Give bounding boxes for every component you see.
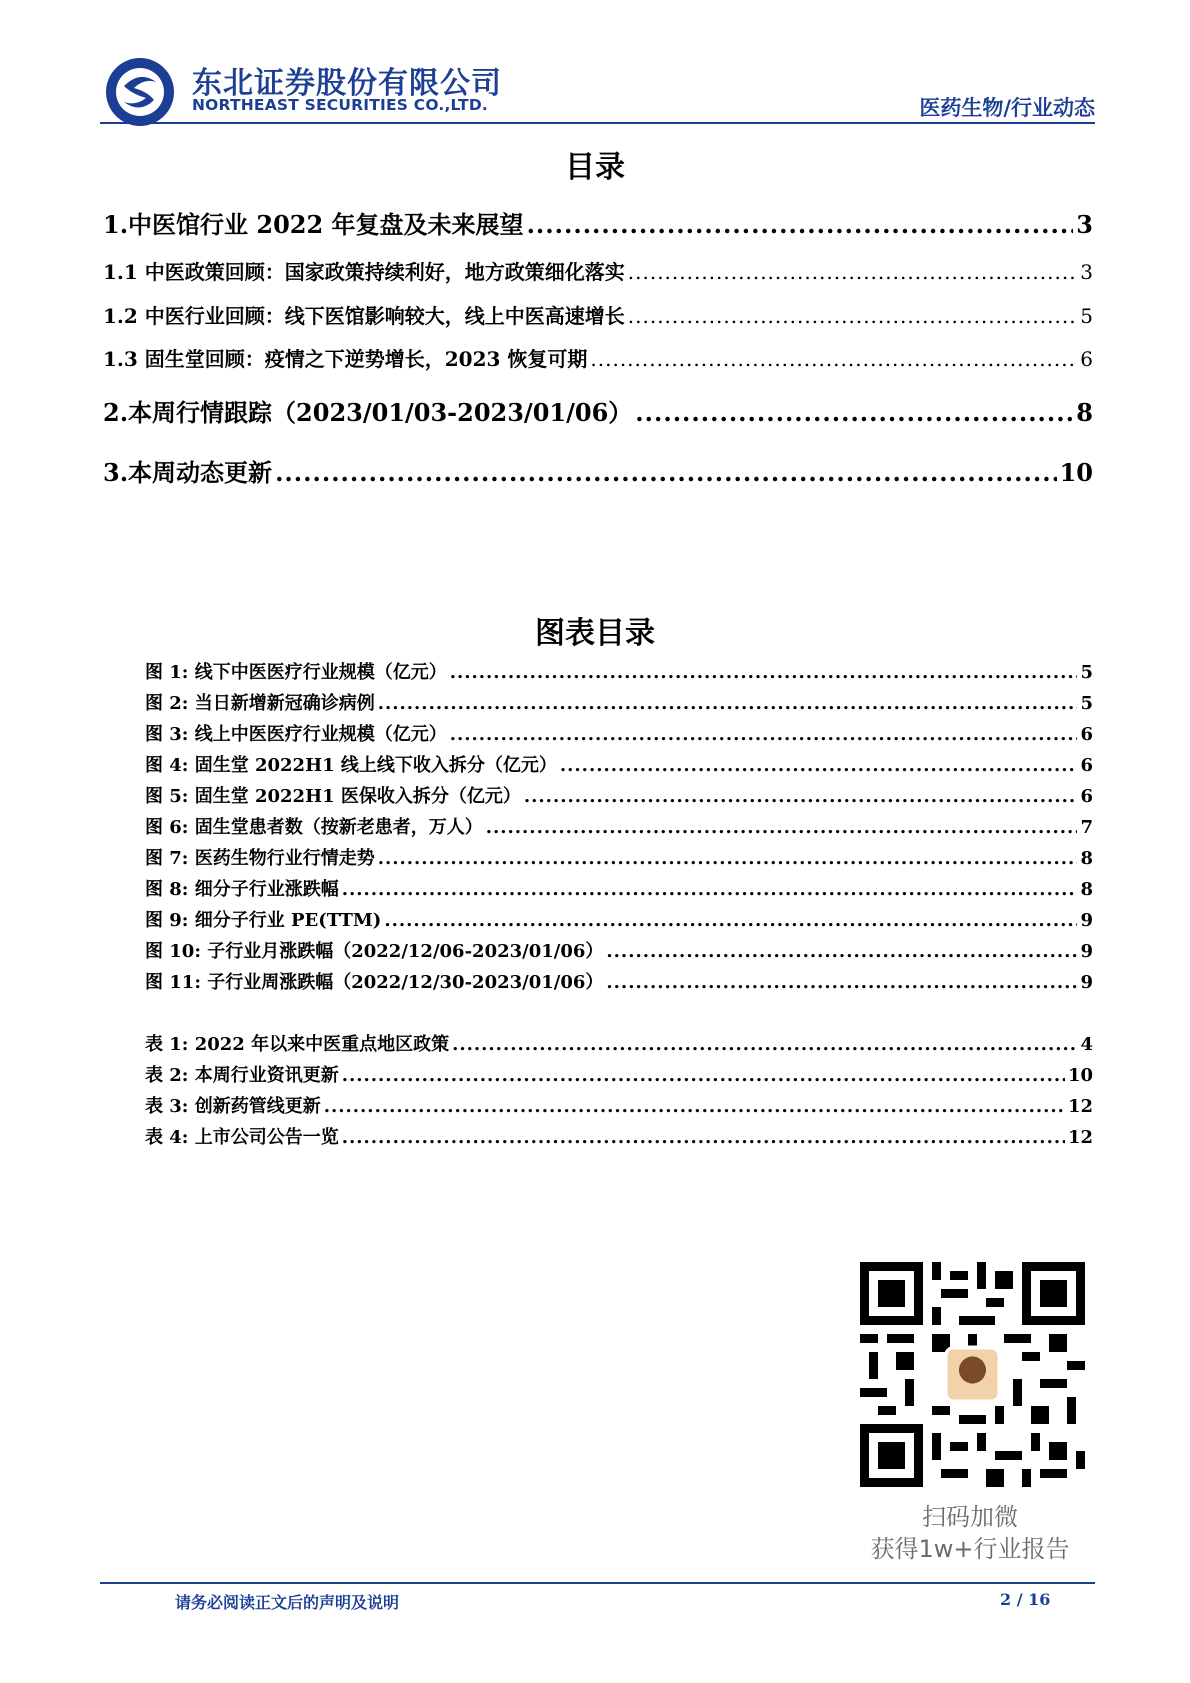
leader-dots	[378, 848, 1078, 869]
company-logo-icon	[104, 56, 176, 128]
toc-item-page: 6	[1080, 347, 1093, 371]
page-indicator: 2 / 16	[1000, 1590, 1051, 1609]
toc-title: 目录	[565, 150, 625, 185]
table-page: 4	[1080, 1034, 1093, 1055]
leader-dots	[384, 910, 1077, 931]
figure-page: 8	[1080, 879, 1093, 900]
leader-dots	[324, 1096, 1065, 1117]
leader-dots	[450, 724, 1078, 745]
figure-label: 图 8: 细分子行业涨跌幅	[145, 879, 339, 900]
toc-item-1-2[interactable]	[103, 300, 1093, 329]
figure-entry[interactable]	[145, 906, 1093, 932]
leader-dots	[378, 693, 1078, 714]
figure-page: 8	[1080, 848, 1093, 869]
figure-entry[interactable]	[145, 658, 1093, 684]
figure-label: 图 11: 子行业周涨跌幅（2022/12/30-2023/01/06）	[145, 972, 604, 993]
leader-dots	[606, 972, 1077, 993]
figure-label: 图 9: 细分子行业 PE(TTM)	[145, 910, 382, 931]
leader-dots	[606, 941, 1077, 962]
figure-page: 9	[1080, 941, 1093, 962]
qr-code-icon	[860, 1262, 1085, 1487]
toc-item-label: 1.中医馆行业 2022 年复盘及未来展望	[103, 210, 524, 239]
toc-item-page: 3	[1080, 260, 1093, 284]
figure-entry[interactable]	[145, 689, 1093, 715]
figure-page: 6	[1080, 755, 1093, 776]
figure-label: 图 6: 固生堂患者数（按新老患者，万人）	[145, 817, 483, 838]
figure-page: 5	[1080, 662, 1093, 683]
figure-entry[interactable]	[145, 844, 1093, 870]
toc-item-1[interactable]	[103, 205, 1093, 240]
leader-dots	[342, 1065, 1065, 1086]
page-header	[100, 52, 1095, 122]
figure-entry[interactable]	[145, 875, 1093, 901]
figure-entry[interactable]	[145, 813, 1093, 839]
disclaimer-note: 请务必阅读正文后的声明及说明	[175, 1593, 400, 1612]
figure-entry[interactable]	[145, 751, 1093, 777]
toc-item-label: 1.2 中医行业回顾：线下医馆影响较大，线上中医高速增长	[103, 304, 625, 328]
toc-item-page: 10	[1059, 458, 1093, 487]
figures-title: 图表目录	[535, 616, 655, 651]
toc-item-2[interactable]	[103, 393, 1093, 428]
leader-dots	[628, 260, 1078, 284]
figure-label: 图 4: 固生堂 2022H1 线上线下收入拆分（亿元）	[145, 755, 557, 776]
figure-page: 7	[1080, 817, 1093, 838]
table-entry[interactable]	[145, 1092, 1093, 1118]
figure-page: 6	[1080, 724, 1093, 745]
table-entry[interactable]	[145, 1061, 1093, 1087]
qr-caption-line2: 获得1w+行业报告	[870, 1535, 1070, 1563]
figure-label: 图 3: 线上中医医疗行业规模（亿元）	[145, 724, 447, 745]
leader-dots	[486, 817, 1078, 838]
table-label: 表 3: 创新药管线更新	[145, 1096, 321, 1117]
table-entry[interactable]	[145, 1123, 1093, 1149]
toc-item-label: 3.本周动态更新	[103, 458, 273, 487]
toc-item-1-3[interactable]	[103, 343, 1093, 372]
table-entry[interactable]	[145, 1030, 1093, 1056]
table-page: 10	[1067, 1065, 1093, 1086]
leader-dots	[527, 210, 1074, 239]
leader-dots	[590, 347, 1077, 371]
table-label: 表 4: 上市公司公告一览	[145, 1127, 339, 1148]
leader-dots	[628, 304, 1078, 328]
table-label: 表 2: 本周行业资讯更新	[145, 1065, 339, 1086]
leader-dots	[524, 786, 1078, 807]
figure-label: 图 2: 当日新增新冠确诊病例	[145, 693, 375, 714]
header-divider	[100, 122, 1095, 124]
company-name-en: NORTHEAST SECURITIES CO.,LTD.	[192, 96, 488, 114]
toc-item-page: 8	[1076, 398, 1093, 427]
figure-page: 6	[1080, 786, 1093, 807]
figure-label: 图 1: 线下中医医疗行业规模（亿元）	[145, 662, 447, 683]
table-label: 表 1: 2022 年以来中医重点地区政策	[145, 1034, 450, 1055]
leader-dots	[560, 755, 1078, 776]
leader-dots	[342, 879, 1078, 900]
toc-item-1-1[interactable]	[103, 256, 1093, 285]
figure-page: 9	[1080, 972, 1093, 993]
company-name-cn: 东北证券股份有限公司	[192, 66, 502, 101]
leader-dots	[635, 398, 1073, 427]
toc-item-label: 2.本周行情跟踪（2023/01/03-2023/01/06）	[103, 398, 633, 427]
figure-entry[interactable]	[145, 937, 1093, 963]
figure-entry[interactable]	[145, 720, 1093, 746]
leader-dots	[275, 458, 1057, 487]
table-page: 12	[1067, 1096, 1093, 1117]
toc-item-3[interactable]	[103, 453, 1093, 488]
toc-item-page: 5	[1080, 304, 1093, 328]
leader-dots	[342, 1127, 1065, 1148]
toc-item-label: 1.3 固生堂回顾：疫情之下逆势增长，2023 恢复可期	[103, 347, 588, 371]
figure-label: 图 5: 固生堂 2022H1 医保收入拆分（亿元）	[145, 786, 521, 807]
table-page: 12	[1067, 1127, 1093, 1148]
figure-entry[interactable]	[145, 968, 1093, 994]
figure-page: 9	[1080, 910, 1093, 931]
figure-entry[interactable]	[145, 782, 1093, 808]
toc-item-label: 1.1 中医政策回顾：国家政策持续利好，地方政策细化落实	[103, 260, 625, 284]
figure-page: 5	[1080, 693, 1093, 714]
figure-label: 图 10: 子行业月涨跌幅（2022/12/06-2023/01/06）	[145, 941, 604, 962]
figure-label: 图 7: 医药生物行业行情走势	[145, 848, 375, 869]
leader-dots	[452, 1034, 1077, 1055]
qr-caption-line1: 扫码加微	[922, 1503, 1018, 1531]
leader-dots	[450, 662, 1078, 683]
report-category: 医药生物/行业动态	[919, 96, 1095, 120]
footer-divider	[100, 1582, 1095, 1584]
toc-item-page: 3	[1076, 210, 1093, 239]
